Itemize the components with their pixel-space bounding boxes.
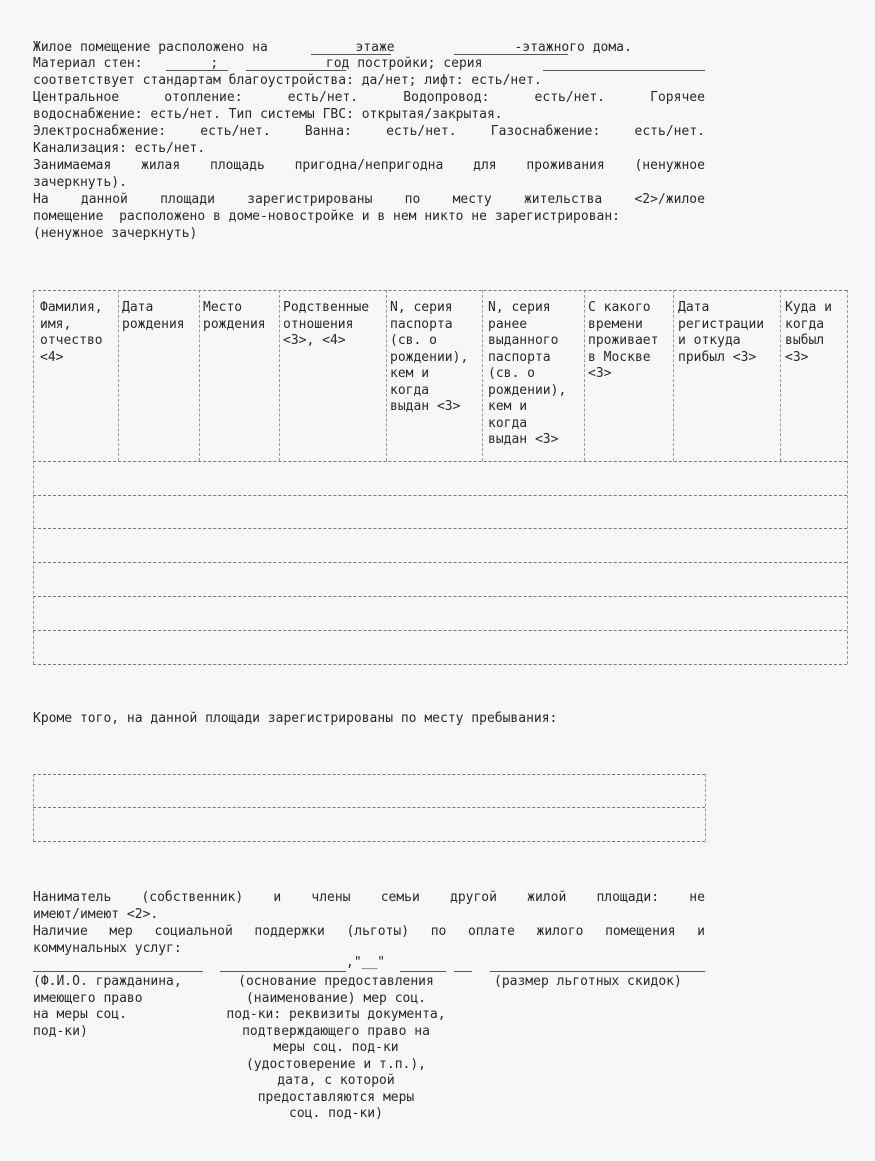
citizen-name-field[interactable] [33, 971, 203, 972]
col-header-moscow-since: С какого времени проживает в Москве <3> [588, 300, 659, 381]
column-divider [780, 290, 781, 461]
table-top-border [33, 290, 847, 291]
date-month-field[interactable] [400, 971, 446, 972]
floor-field[interactable] [311, 54, 391, 55]
table-right-border [847, 290, 848, 664]
intro-line-9: зачеркнуть). [33, 175, 127, 190]
temp-table-right-border [705, 774, 706, 841]
build-year-field[interactable] [246, 70, 346, 71]
floors-total-field[interactable] [454, 54, 568, 55]
intro-line-1: Жилое помещение расположено на этаже -этажного дома. [33, 40, 632, 55]
table-row[interactable] [34, 563, 846, 595]
date-quote: ,"__" [346, 955, 386, 970]
intro-line-7: Канализация: есть/нет. [33, 141, 206, 156]
intro-line-5: водоснабжение: есть/нет. Тип системы ГВС: открытая/закрытая. [33, 107, 503, 122]
temp-table-row[interactable] [34, 809, 704, 841]
table-bottom-border [33, 664, 847, 665]
discount-caption: (размер льготных скидок) [494, 974, 682, 989]
citizen-name-caption: (Ф.И.О. гражданина, имеющего право на меры соц. под-ки) [33, 974, 182, 1039]
temp-table-bottom-border [33, 841, 705, 842]
date-year-field[interactable] [454, 971, 472, 972]
table-row[interactable] [34, 496, 846, 528]
intro-line-4: Центральное отопление: есть/нет. Водопровод: есть/нет. Горячее [33, 90, 705, 105]
basis-document-field[interactable] [220, 971, 346, 972]
col-header-birth-place: Место рождения [203, 300, 266, 332]
intro-line-10: На данной площади зарегистрированы по месту жительства <2>/жилое [33, 192, 705, 207]
column-divider [279, 290, 280, 461]
wall-material-field[interactable] [166, 70, 228, 71]
discount-size-field[interactable] [490, 971, 705, 972]
footer-line-2: имеют/имеют <2>. [33, 907, 159, 922]
column-divider [673, 290, 674, 461]
table-row[interactable] [34, 462, 846, 494]
column-divider [584, 290, 585, 461]
col-header-departed: Куда и когда выбыл <3> [785, 300, 832, 365]
col-header-birth-date: Дата рождения [122, 300, 185, 332]
intro-line-11: помещение расположено в доме-новостройке и в нем никто не зарегистрирован: [33, 209, 620, 224]
footer-line-4: коммунальных услуг: [33, 941, 182, 956]
intro-line-3: соответствует стандартам благоустройства: да/нет; лифт: есть/нет. [33, 73, 542, 88]
column-divider [199, 290, 200, 461]
col-header-relation: Родственные отношения <3>, <4> [283, 300, 370, 348]
basis-caption: (основание предоставления (наименование) мер соц. под-ки: реквизиты документа, подтверждающего право на меры соц. под-ки (удостоверение и т.п.), дата, с которой предоставляются меры соц. под-ки) [226, 974, 446, 1121]
temp-table-row[interactable] [34, 775, 704, 807]
col-header-prev-passport: N, серия ранее выданного паспорта (св. о рождении), кем и когда выдан <3> [488, 300, 567, 447]
table-row[interactable] [34, 631, 846, 663]
intro-line-2: Материал стен: ; год постройки; серия [33, 56, 483, 71]
footer-line-3: Наличие мер социальной поддержки (льготы) по оплате жилого помещения и [33, 924, 705, 939]
intro-line-8: Занимаемая жилая площадь пригодна/непригодна для проживания (ненужное [33, 158, 705, 173]
footer-line-1: Наниматель (собственник) и члены семьи другой жилой площади: не [33, 890, 705, 905]
col-header-fio: Фамилия, имя, отчество <4> [40, 300, 103, 365]
col-header-passport: N, серия паспорта (св. о рождении), кем и когда выдан <3> [390, 300, 469, 414]
column-divider [482, 290, 483, 461]
series-field[interactable] [543, 70, 705, 71]
column-divider [118, 290, 119, 461]
col-header-registration: Дата регистрации и откуда прибыл <3> [678, 300, 765, 365]
temp-stay-heading: Кроме того, на данной площади зарегистрированы по месту пребывания: [33, 711, 558, 726]
column-divider [386, 290, 387, 461]
intro-line-12: (ненужное зачеркнуть) [33, 226, 198, 241]
intro-line-6: Электроснабжение: есть/нет. Ванна: есть/нет. Газоснабжение: есть/нет. [33, 124, 705, 139]
table-row[interactable] [34, 597, 846, 629]
table-row[interactable] [34, 530, 846, 562]
